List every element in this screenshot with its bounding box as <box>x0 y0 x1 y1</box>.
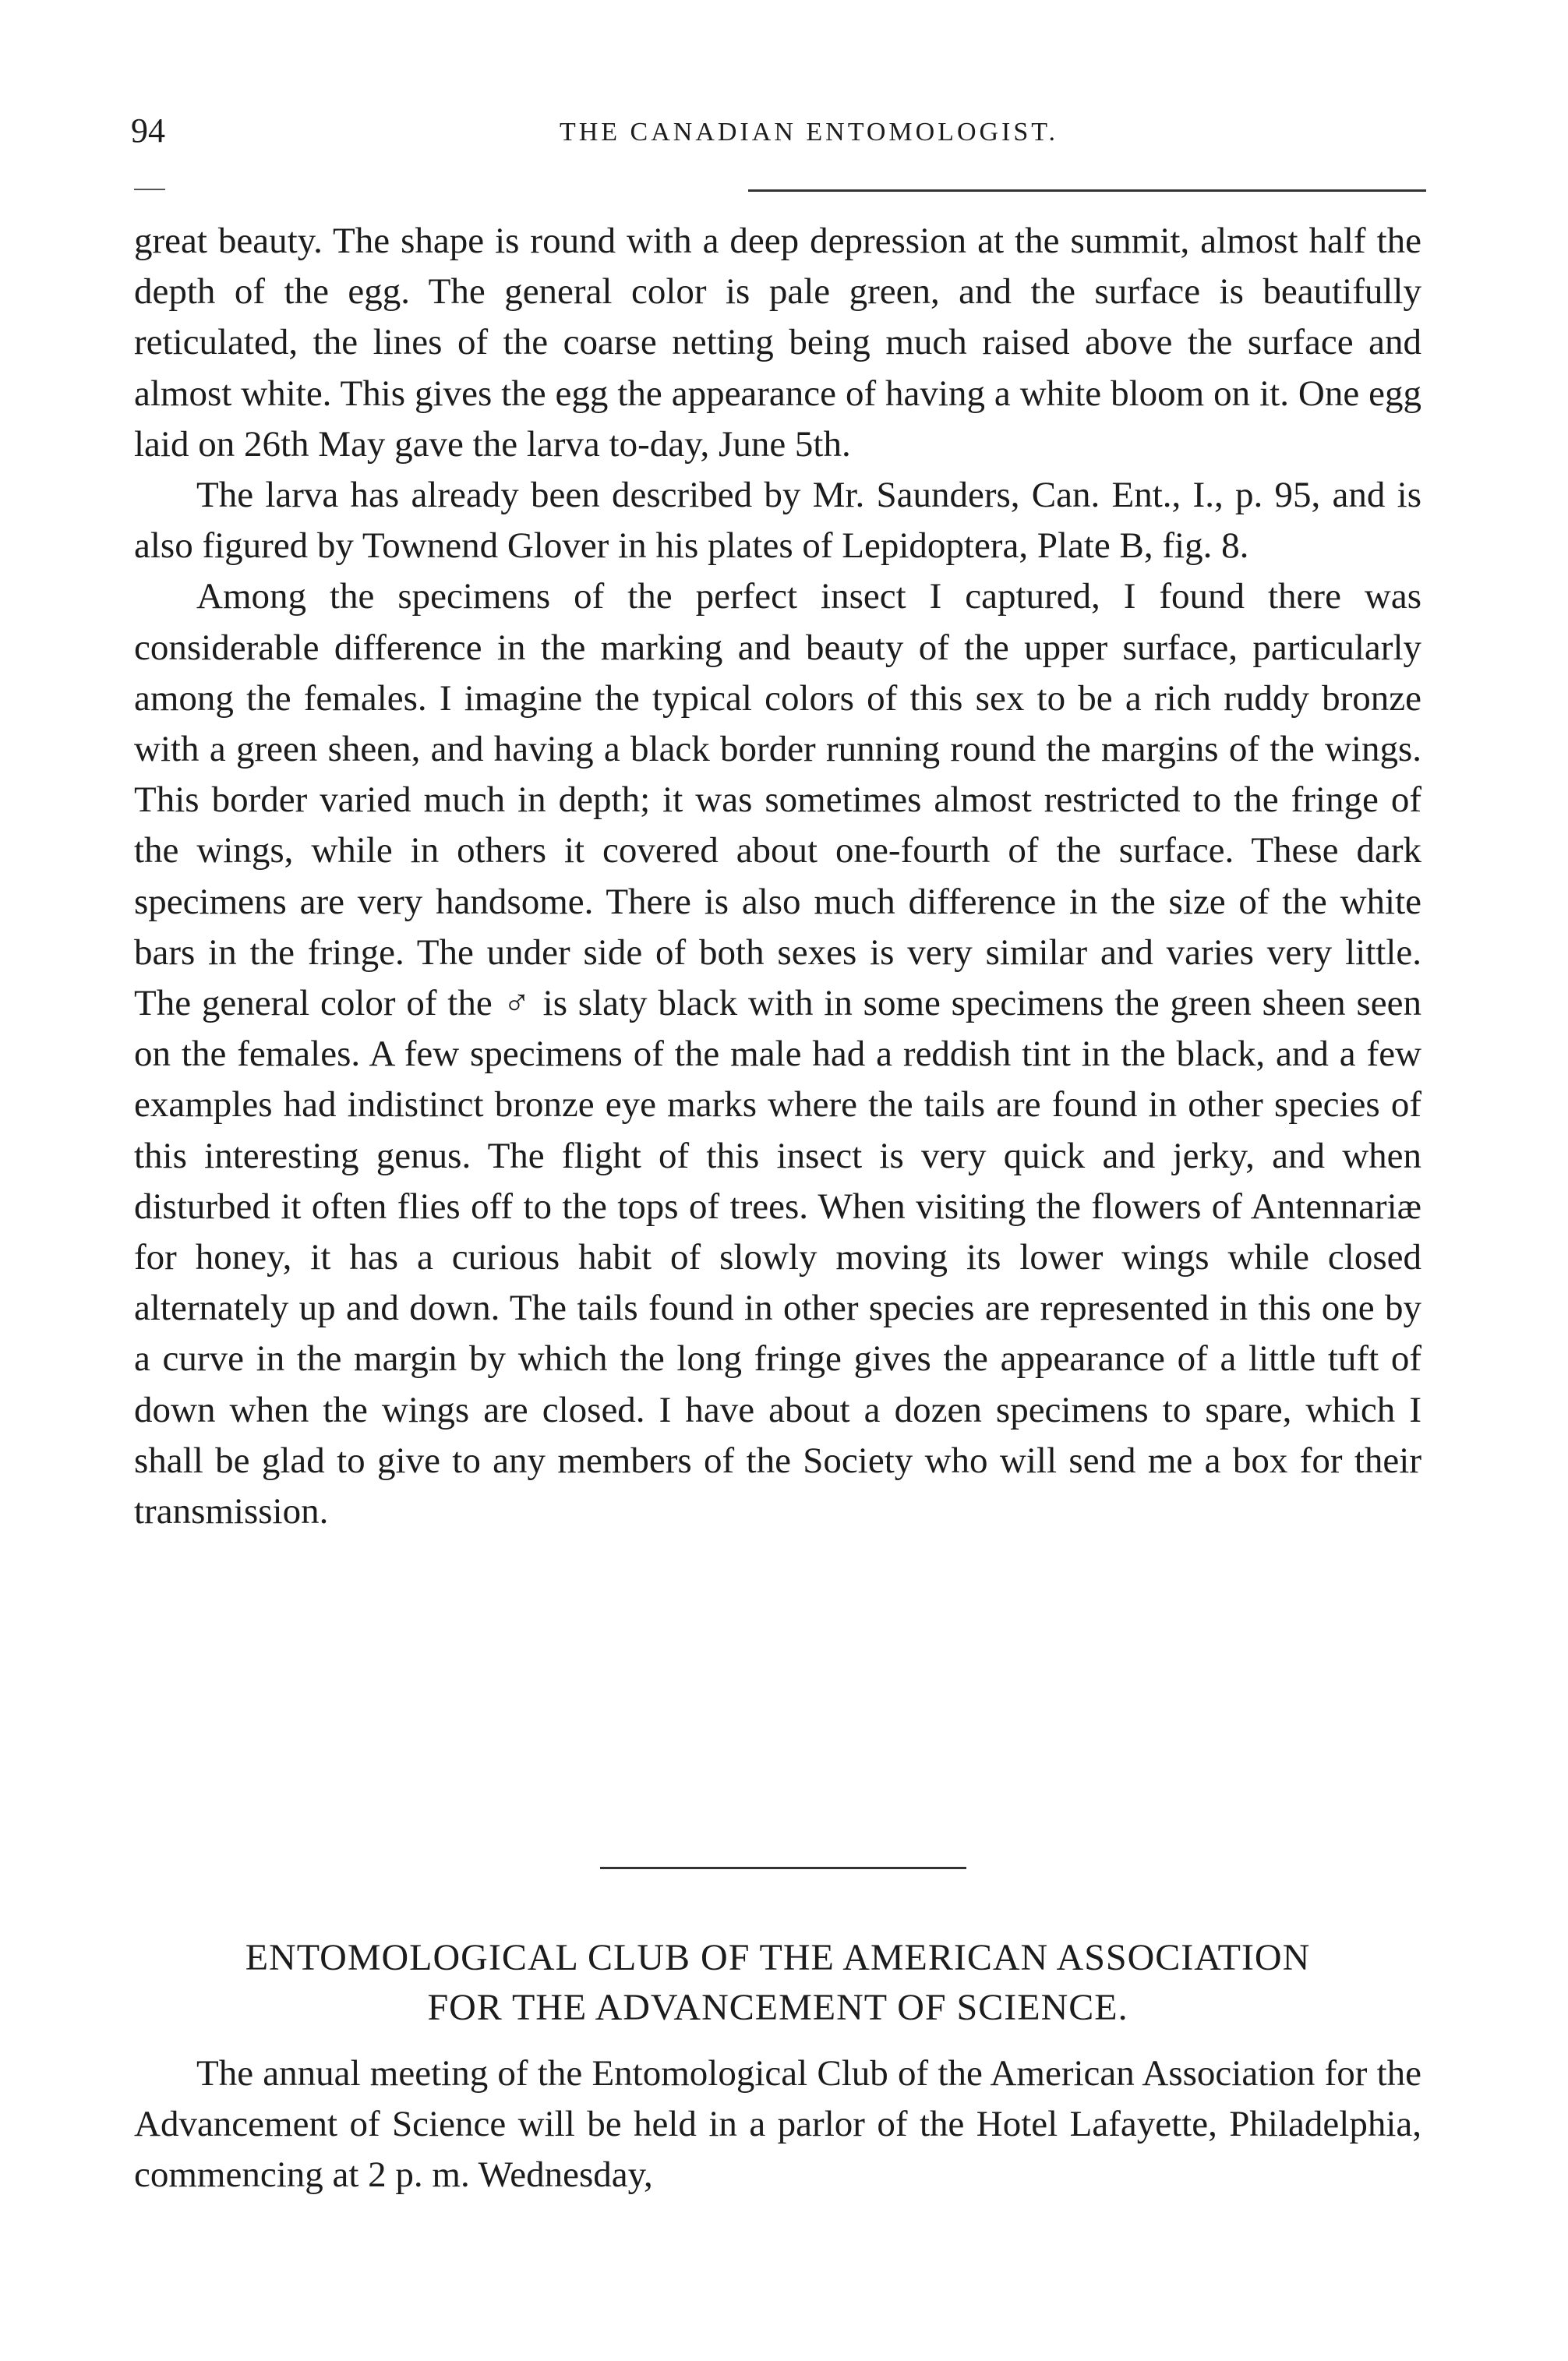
page-number: 94 <box>131 111 165 150</box>
paragraph-perfect-insect: Among the specimens of the perfect insect I captured, I found there was considerable difference in the marking and beauty of the upper surface, particularly among the females. I imagine the typical colors of this sex to be a rich ruddy bronze with a green sheen, and having a black border running round the margins of the wings. This border varied much in depth; it was sometimes almost restricted to the fringe of the wings, while in others it covered about one-fourth of the surface. These dark specimens are very handsome. There is also much difference in the size of the white bars in the fringe. The under side of both sexes is very similar and varies very little. The general color of the ♂ is slaty black with in some specimens the green sheen seen on the females. A few specimens of the male had a reddish tint in the black, and a few examples had indistinct bronze eye marks where the tails are found in other species of this interesting genus. The flight of this insect is very quick and jerky, and when disturbed it often flies off to the tops of trees. When visiting the flowers of Antennariæ for honey, it has a curious habit of slowly moving its lower wings while closed alternately up and down. The tails found in other species are represented in this one by a curve in the margin by which the long fringe gives the appearance of a little tuft of down when the wings are closed. I have about a dozen specimens to spare, which I shall be glad to give to any members of the Society who will send me a box for their transmission. <box>134 576 1421 1532</box>
paragraph-larva: The larva has already been described by Mr. Saunders, Can. Ent., I., p. 95, and is also figured by Townend Glover in his plates of Lepidoptera, Plate B, fig. 8. <box>134 475 1421 567</box>
section-heading-line-2: FOR THE ADVANCEMENT OF SCIENCE. <box>427 1987 1128 2028</box>
section-heading-line-1: ENTOMOLOGICAL CLUB OF THE AMERICAN ASSOCIATION <box>245 1937 1311 1978</box>
main-text <box>134 216 1421 1537</box>
section-divider <box>600 1867 966 1869</box>
header-rule <box>748 189 1426 192</box>
club-text <box>134 2048 1421 2201</box>
section-heading <box>134 1933 1421 2033</box>
paragraph-annual-meeting: The annual meeting of the Entomological Club of the American Association for the Advancement of Science will be held in a parlor of the Hotel Lafayette, Philadelphia, commencing at 2 p. m. Wednesday, <box>134 2053 1421 2196</box>
header-rule-fragment <box>134 189 165 190</box>
paragraph-egg-description: great beauty. The shape is round with a deep depression at the summit, almost half the depth of the egg. The general color is pale green, and the surface is beautifully reticulated, the lines of the coarse netting being much raised above the surface and almost white. This gives the egg the appearance of having a white bloom on it. One egg laid on 26th May gave the larva to-day, June 5th. <box>134 221 1421 465</box>
running-title: THE CANADIAN ENTOMOLOGIST. <box>559 118 1059 147</box>
page-header <box>131 108 1426 154</box>
